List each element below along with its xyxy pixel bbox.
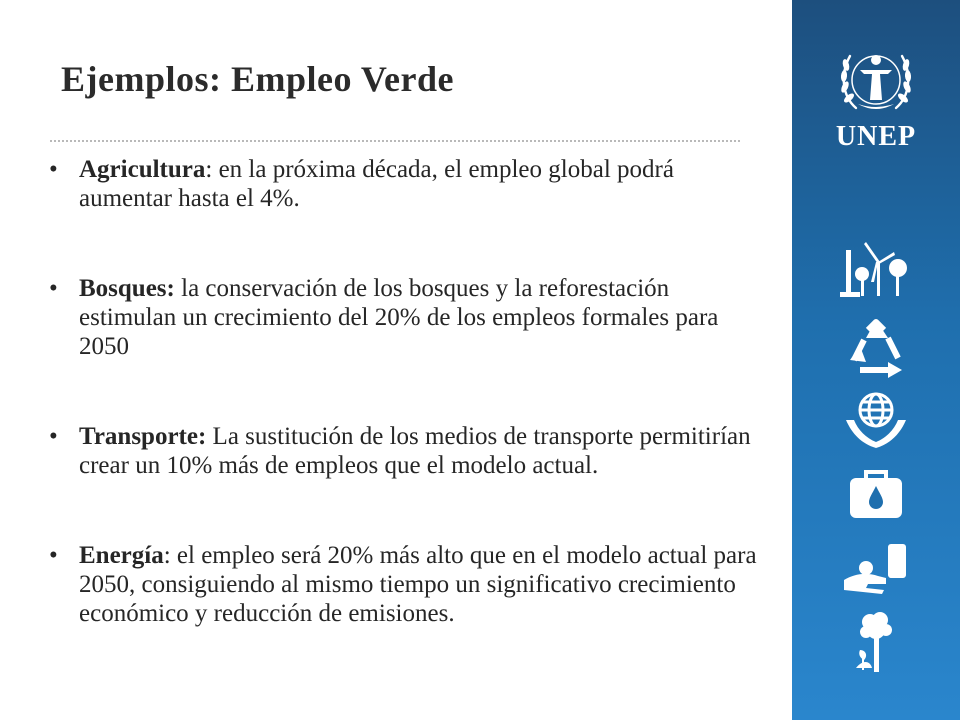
bullet-marker: • <box>49 275 58 302</box>
unep-emblem-icon <box>836 40 916 120</box>
wind-trees-icon <box>836 232 916 302</box>
bullet-marker: • <box>49 542 58 569</box>
bullet-term: Transporte: <box>79 423 207 450</box>
hand-can-icon <box>836 538 916 608</box>
bullet-body: La sustitución de los medios de transporte permitirían crear un 10% más de empleos que el modelo actual. <box>79 423 751 479</box>
bullet-body: : el empleo será 20% más alto que en el modelo actual para 2050, consiguiendo al mismo tiempo un significativo crecimiento económico y reducción de emisiones. <box>79 542 757 627</box>
slide-title: Ejemplos: Empleo Verde <box>61 59 454 99</box>
bullet-transporte <box>48 422 768 480</box>
bullet-body: : en la próxima década, el empleo global podrá aumentar hasta el 4%. <box>79 156 674 212</box>
briefcase-drop-icon <box>836 462 916 532</box>
bullet-list <box>48 155 768 628</box>
bullet-marker: • <box>49 156 58 183</box>
bullet-term: Energía <box>79 542 164 569</box>
bullet-agricultura <box>48 155 768 213</box>
bullet-bosques <box>48 274 768 361</box>
bullet-marker: • <box>49 423 58 450</box>
bullet-term: Bosques: <box>79 275 175 302</box>
bullet-body: la conservación de los bosques y la reforestación estimulan un crecimiento del 20% de los empleos formales para 2050 <box>79 275 719 360</box>
bullet-term: Agricultura <box>79 156 206 183</box>
tree-seedling-icon <box>836 610 916 680</box>
title-divider <box>50 140 740 142</box>
globe-hands-icon <box>836 386 916 456</box>
recycle-icon <box>836 316 916 386</box>
bullet-energia <box>48 541 768 628</box>
unep-logo-text: UNEP <box>835 121 917 152</box>
unep-sidebar <box>792 0 960 720</box>
